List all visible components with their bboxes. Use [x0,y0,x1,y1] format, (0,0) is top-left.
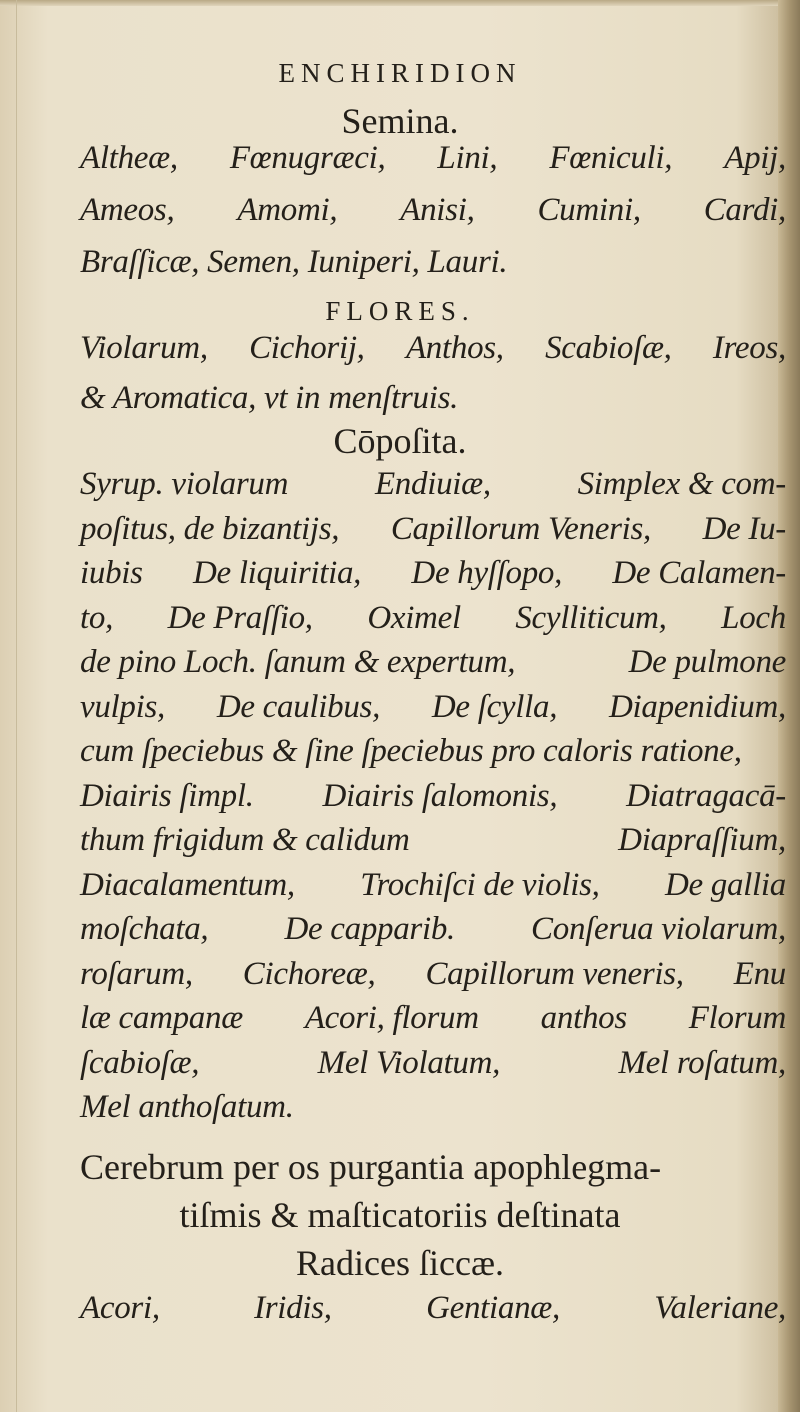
word-group: Diacalamentum, [80,866,295,903]
running-head: ENCHIRIDION [278,58,522,88]
word-group: Fœnugræci, [229,140,386,176]
word-group: Cichorij, [249,330,365,366]
word-group: Diairis ſimpl. [80,777,254,814]
text-line [0,380,800,417]
word-group: Scabioſæ, [545,330,672,366]
word-group: Anthos, [405,330,504,366]
word-group: Fœniculi, [549,140,673,176]
word-group: De gallia [664,866,786,903]
text-line [0,644,800,681]
section-heading-semina: Semina. [341,101,459,141]
text-line [0,192,800,229]
word-group: De Praſſio, [167,599,313,636]
word-group: Capillorum veneris, [425,955,684,992]
text-line [0,733,800,770]
section-heading-cerebrum-2: tiſmis & maſticatoriis deſtinata [179,1195,621,1235]
word-group: Amomi, [237,192,338,228]
word-group: De capparib. [284,911,455,947]
text-line [0,555,800,592]
text-line [0,1000,800,1037]
word-group: Acori, [80,1290,160,1326]
word-group: Enu [733,955,786,992]
word-group: Diatragacā- [626,777,786,814]
section-heading-flores: FLORES. [325,296,475,326]
word-group: Capillorum Veneris, [390,510,651,547]
word-group: Simplex & com- [577,466,786,502]
word-group: Oximel [367,599,461,636]
word-group: Endiuiæ, [374,466,491,502]
word-group: cum ſpeciebus & ſine ſpeciebus pro caloris ratione, [80,733,742,769]
word-group: Ameos, [80,192,175,228]
text-line [0,1045,800,1082]
word-group: Mel Violatum, [317,1044,501,1081]
text-line [0,911,800,948]
word-group: Cichoreæ, [242,955,376,992]
word-group: Loch [721,599,786,636]
text-line [0,1290,800,1327]
word-group: Acori, florum [304,1000,479,1036]
word-group: Anisi, [400,192,475,228]
word-group: vulpis, [80,688,165,725]
text-line [0,956,800,993]
word-group: ſcabioſæ, [80,1044,200,1081]
word-group: Diapraſſium, [618,822,786,858]
text-line [0,511,800,548]
word-group: to, [80,599,114,636]
word-group: Trochiſci de violis, [360,866,600,903]
word-group: Gentianæ, [426,1290,560,1326]
section-heading-cerebrum-1: Cerebrum per os purgantia apophlegma- [80,1147,662,1187]
word-group: De ſcylla, [431,688,558,725]
word-group: De hyſſopo, [411,555,563,591]
word-group: De liquiritia, [192,555,362,591]
text-line [0,689,800,726]
word-group: Diapenidium, [609,688,786,725]
word-group: Braſſicæ, Semen, Iuniperi, Lauri. [80,244,508,280]
word-group: læ campanæ [80,1000,243,1036]
word-group: moſchata, [80,911,209,947]
word-group: poſitus, de bizantijs, [80,510,340,547]
word-group: Iridis, [254,1290,332,1326]
word-group: roſarum, [80,955,193,992]
word-group: Diairis ſalomonis, [322,777,558,814]
text-line [0,140,800,177]
word-group: Mel roſatum, [618,1044,786,1081]
word-group: Florum [688,1000,786,1036]
text-line [0,778,800,815]
word-group: De caulibus, [216,688,381,725]
word-group: Cumini, [537,192,641,228]
word-group: Altheæ, [80,140,178,176]
word-group: Cardi, [703,192,786,228]
word-group: De Iu- [702,510,786,547]
word-group: Scylliticum, [515,599,667,636]
word-group: Conſerua violarum, [531,911,786,947]
text-line [0,1089,800,1126]
word-group: Syrup. violarum [80,466,289,502]
word-group: Ireos, [712,330,786,366]
text-line [0,822,800,859]
word-group: anthos [540,1000,627,1036]
word-group: Mel anthoſatum. [80,1089,294,1125]
text-line [0,867,800,904]
text-line [0,330,800,367]
text-line [0,600,800,637]
word-group: thum frigidum & calidum [80,822,410,858]
word-group: Valeriane, [654,1290,786,1326]
word-group: Violarum, [80,330,208,366]
word-group: Lini, [437,140,498,176]
word-group: De Calamen- [612,555,786,591]
section-heading-composita: Cōpoſita. [333,421,467,461]
word-group: De pulmone [628,644,786,680]
subheading-radices: Radices ſiccæ. [296,1243,504,1283]
text-line [0,244,800,281]
word-group: Apij, [724,140,786,176]
text-line [0,466,800,503]
word-group: & Aromatica, vt in menſtruis. [80,380,459,416]
word-group: de pino Loch. ſanum & expertum, [80,644,516,680]
word-group: iubis [80,555,143,591]
page-top-edge [0,0,800,6]
